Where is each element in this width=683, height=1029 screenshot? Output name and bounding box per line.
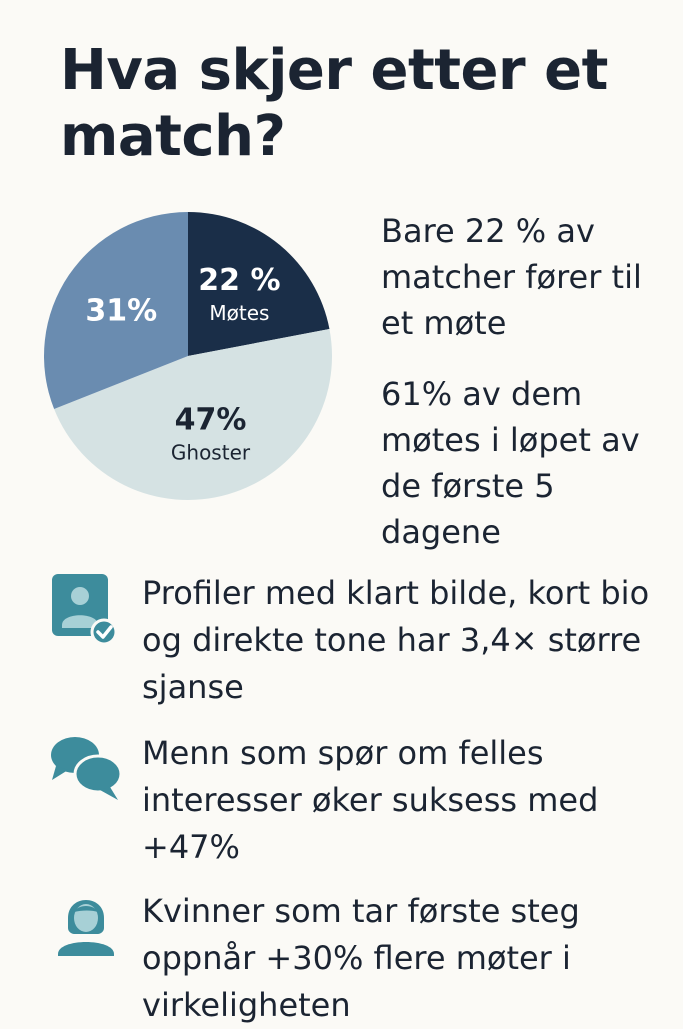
pie-label-motes-value: 22 %: [198, 262, 281, 298]
woman-icon: [48, 888, 124, 964]
pie-label-ghoster-name: Ghoster: [170, 440, 251, 465]
page-title: Hva skjer etter et match?: [60, 38, 608, 169]
profile-check-icon: [48, 570, 124, 646]
pie-label-other-value: 31%: [85, 293, 158, 329]
pie-chart-svg: [40, 208, 336, 504]
pie-label-motes-name: Møtes: [209, 300, 270, 325]
pie-chart: [40, 208, 336, 504]
stat-text-meetings: Bare 22 % av matcher fører til et møte: [381, 212, 642, 342]
chat-bubbles-icon: [48, 730, 124, 806]
fact-text-interests: Menn som spør om felles interesser øker suksess med +47%: [142, 734, 599, 866]
pie-label-ghoster-value: 47%: [174, 402, 247, 438]
fact-text-profile: Profiler med klart bilde, kort bio og direkte tone har 3,4× større sjanse: [142, 574, 650, 706]
fact-text-women: Kvinner som tar første steg oppnår +30% flere møter i virkeligheten: [142, 892, 580, 1024]
stat-text-first-days: 61% av dem møtes i løpet av de første 5 dagene: [381, 375, 640, 551]
